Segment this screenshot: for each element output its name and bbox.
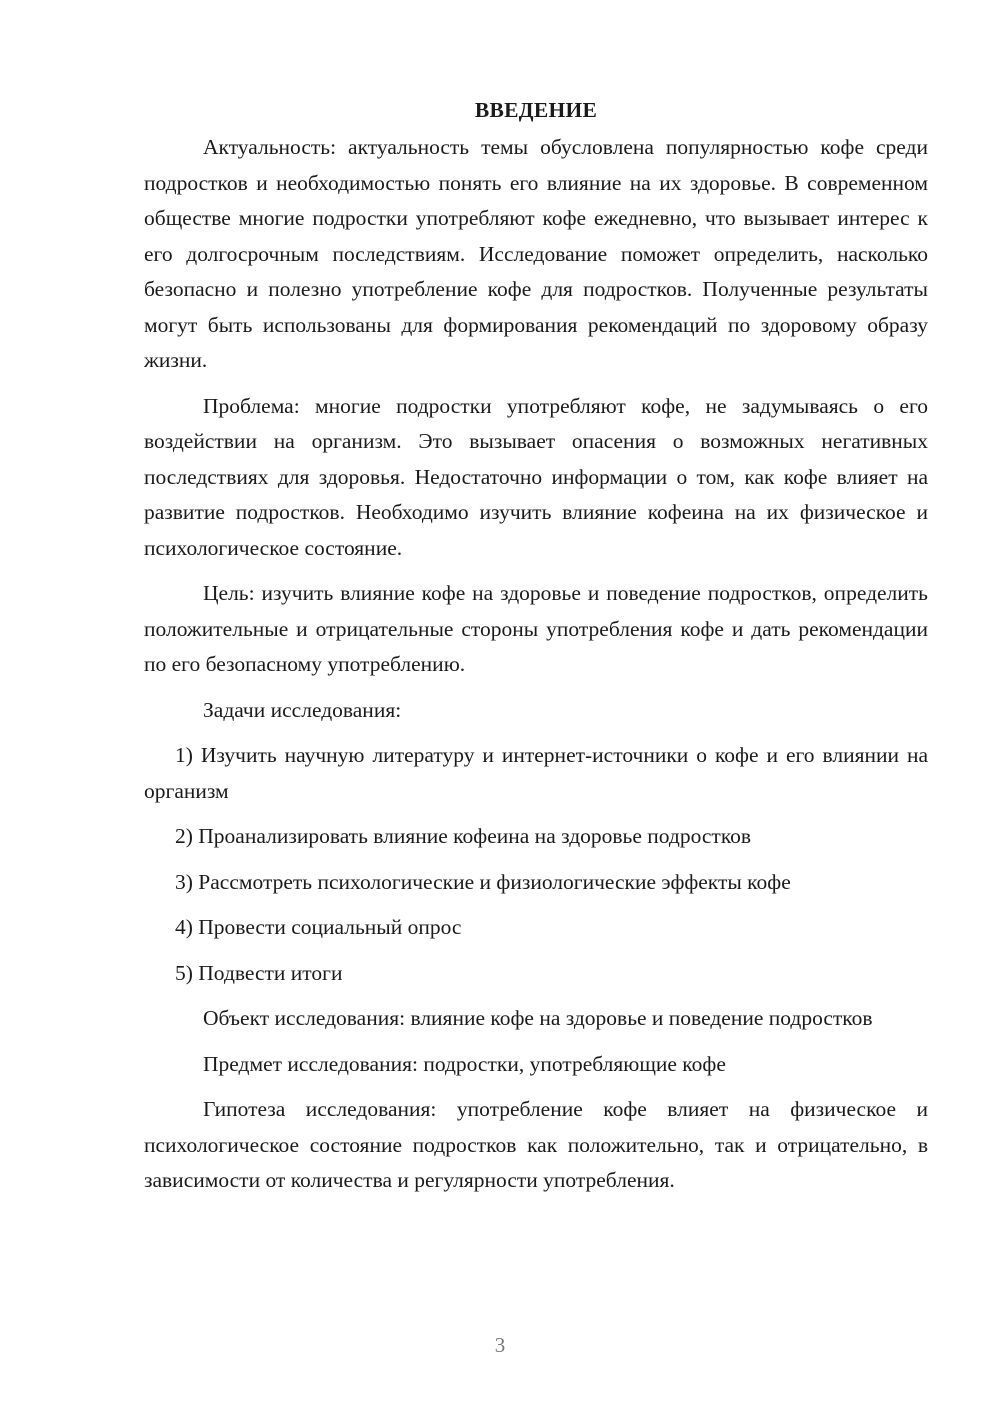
page-number: 3 — [494, 1333, 506, 1357]
relevance-paragraph: Актуальность: актуальность темы обусловлена популярностью кофе среди подростков и необходимостью понять его влияние на их здоровье. В современном обществе многие подростки употребляют кофе ежедневно, что вызывает интерес к его долгосрочным последствиям. Исследование поможет определить, насколько безопасно и полезно употребление кофе для подростков. Полученные результаты могут быть использованы для формирования рекомендаций по здоровому образу жизни. — [144, 135, 928, 372]
problem-paragraph: Проблема: многие подростки употребляют кофе, не задумываясь о его воздействии на организм. Это вызывает опасения о возможных негативных последствиях для здоровья. Недостаточно информации о том, как кофе влияет на развитие подростков. Необходимо изучить влияние кофеина на их физическое и психологическое состояние. — [144, 393, 928, 560]
task-item-1: 1) Изучить научную литературу и интернет-источники о кофе и его влиянии на организм — [144, 743, 928, 803]
section-title: ВВЕДЕНИЕ — [474, 98, 598, 122]
task-item-5: 5) Подвести итоги — [175, 960, 343, 985]
subject-paragraph: Предмет исследования: подростки, употребляющие кофе — [203, 1051, 726, 1076]
tasks-heading: Задачи исследования: — [203, 697, 402, 722]
task-item-3: 3) Рассмотреть психологические и физиологические эффекты кофе — [175, 869, 791, 894]
hypothesis-paragraph: Гипотеза исследования: употребление кофе влияет на физическое и психологическое состояние подростков как положительно, так и отрицательно, в зависимости от количества и регулярности употребления. — [144, 1097, 928, 1192]
document-page — [144, 92, 928, 1209]
task-item-2: 2) Проанализировать влияние кофеина на здоровье подростков — [175, 824, 752, 848]
object-paragraph: Объект исследования: влияние кофе на здоровье и поведение подростков — [203, 1006, 873, 1030]
task-item-4: 4) Провести социальный опрос — [175, 915, 462, 939]
goal-paragraph: Цель: изучить влияние кофе на здоровье и поведение подростков, определить положительные и отрицательные стороны употребления кофе и дать рекомендации по его безопасному употреблению. — [144, 581, 928, 676]
